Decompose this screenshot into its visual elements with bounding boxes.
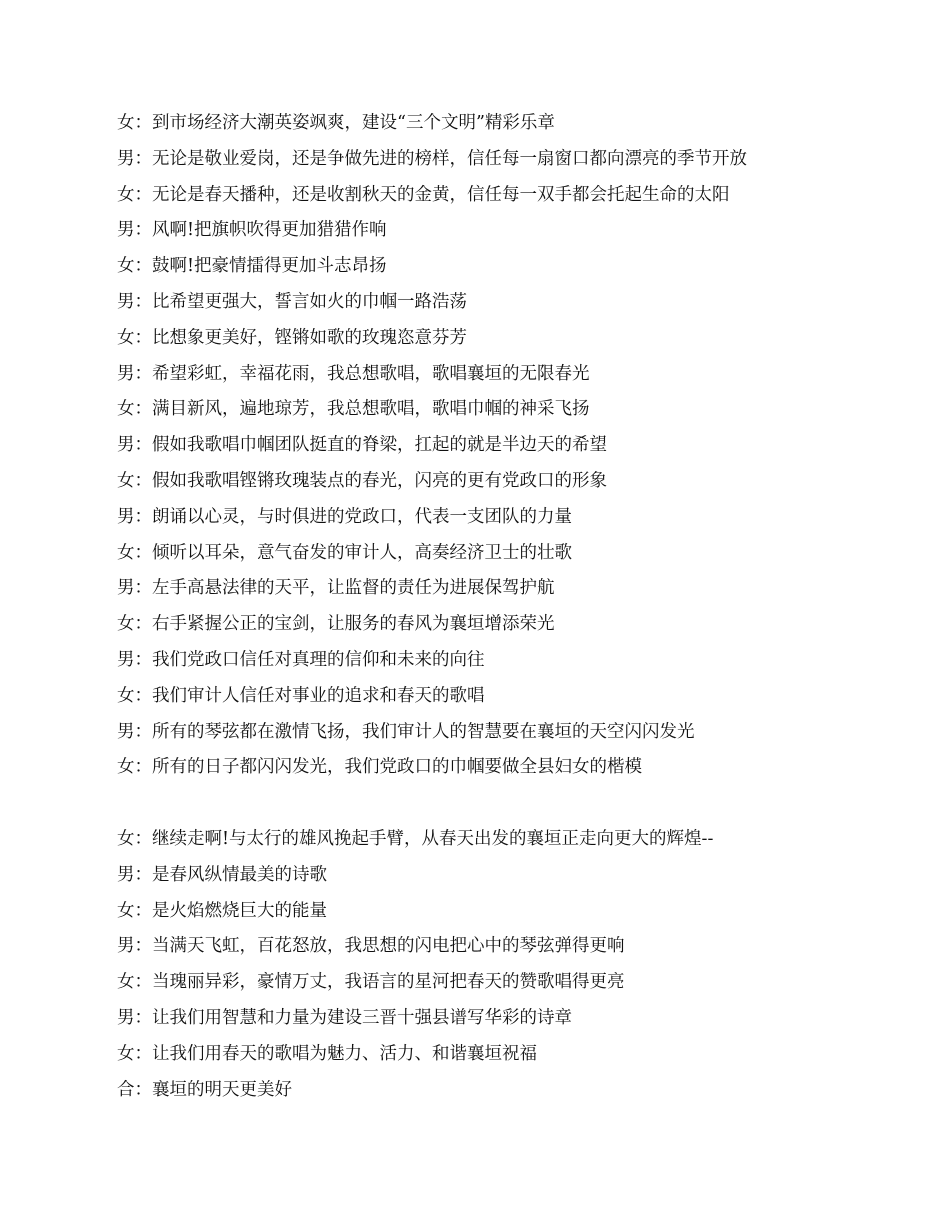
speaker-separator: ： <box>134 113 152 133</box>
line-text: 让我们用智慧和力量为建设三晋十强县谱写华彩的诗章 <box>152 1007 572 1028</box>
line-text: 无论是春天播种，还是收割秋天的金黄，信任每一双手都会托起生命的太阳 <box>152 184 730 205</box>
line-text: 我们审计人信任对事业的追求和春天的歌唱 <box>152 685 485 706</box>
speaker-separator: ： <box>134 900 152 921</box>
speaker-label: 女 <box>117 972 135 993</box>
speaker-separator: ： <box>134 327 152 348</box>
speaker-separator: ： <box>134 757 152 778</box>
speaker-separator: ： <box>134 936 152 957</box>
speaker-label: 男 <box>117 363 135 384</box>
dialogue-line <box>117 965 897 1001</box>
speaker-separator: ： <box>134 1043 152 1064</box>
speaker-separator: ： <box>134 184 152 205</box>
speaker-separator: ： <box>134 220 152 241</box>
speaker-label: 男 <box>117 148 135 169</box>
dialogue-line <box>117 249 897 285</box>
speaker-label: 女 <box>117 184 135 205</box>
line-text: 让我们用春天的歌唱为魅力、活力、和谐襄垣祝福 <box>152 1043 537 1064</box>
line-text: 是火焰燃烧巨大的能量 <box>152 900 327 921</box>
dialogue-line <box>117 822 897 858</box>
line-text: 朗诵以心灵，与时俱进的党政口，代表一支团队的力量 <box>152 506 572 527</box>
speaker-separator: ： <box>134 291 152 312</box>
dialogue-line <box>117 679 897 715</box>
line-text: 鼓啊!把豪情擂得更加斗志昂扬 <box>152 256 387 277</box>
speaker-separator: ： <box>134 363 152 384</box>
speaker-label: 女 <box>117 399 135 420</box>
line-text: 满目新风，遍地琼芳，我总想歌唱，歌唱巾帼的神采飞扬 <box>152 399 590 420</box>
speaker-separator: ： <box>134 614 152 635</box>
speaker-label: 女 <box>117 900 135 921</box>
dialogue-line <box>117 464 897 500</box>
line-text: 右手紧握公正的宝剑，让服务的春风为襄垣增添荣光 <box>152 614 555 635</box>
speaker-label: 女 <box>117 757 135 778</box>
dialogue-section-2 <box>117 822 897 1108</box>
dialogue-line <box>117 178 897 214</box>
line-text: 当满天飞虹，百花怒放，我思想的闪电把心中的琴弦弹得更响 <box>152 936 625 957</box>
speaker-separator: ： <box>134 578 152 599</box>
speaker-separator: ： <box>134 399 152 420</box>
speaker-label: 男 <box>117 1007 135 1028</box>
speaker-separator: ： <box>134 721 152 742</box>
dialogue-line <box>117 428 897 464</box>
line-text: 所有的日子都闪闪发光，我们党政口的巾帼要做全县妇女的楷模 <box>152 757 642 778</box>
speaker-separator: ： <box>134 1007 152 1028</box>
speaker-label: 女 <box>117 113 135 133</box>
line-text: 风啊!把旗帜吹得更加猎猎作响 <box>152 220 387 241</box>
speaker-separator: ： <box>134 829 152 849</box>
speaker-separator: ： <box>134 1079 152 1100</box>
dialogue-line <box>117 321 897 357</box>
speaker-label: 男 <box>117 578 135 599</box>
line-text: 比想象更美好，铿锵如歌的玫瑰恣意芬芳 <box>152 327 467 348</box>
speaker-label: 女 <box>117 327 135 348</box>
dialogue-line <box>117 1037 897 1073</box>
speaker-separator: ： <box>134 148 152 169</box>
speaker-label: 男 <box>117 721 135 742</box>
line-text: 比希望更强大，誓言如火的巾帼一路浩荡 <box>152 291 467 312</box>
dialogue-line <box>117 858 897 894</box>
dialogue-section-1 <box>117 106 897 786</box>
dialogue-line <box>117 750 897 786</box>
speaker-label: 女 <box>117 542 135 563</box>
line-text: 无论是敬业爱岗，还是争做先进的榜样，信任每一扇窗口都向漂亮的季节开放 <box>152 148 747 169</box>
line-text: 继续走啊!与太行的雄风挽起手臂，从春天出发的襄垣正走向更大的辉煌-- <box>152 829 714 849</box>
speaker-separator: ： <box>134 649 152 670</box>
speaker-label: 女 <box>117 256 135 277</box>
dialogue-line <box>117 929 897 965</box>
line-text: 我们党政口信任对真理的信仰和未来的向往 <box>152 649 485 670</box>
line-text: 到市场经济大潮英姿飒爽，建设“三个文明”精彩乐章 <box>152 113 555 133</box>
dialogue-line <box>117 536 897 572</box>
speaker-separator: ： <box>134 972 152 993</box>
speaker-label: 男 <box>117 291 135 312</box>
speaker-label: 女 <box>117 614 135 635</box>
dialogue-line <box>117 500 897 536</box>
speaker-label: 男 <box>117 220 135 241</box>
speaker-label: 女 <box>117 1043 135 1064</box>
dialogue-line <box>117 213 897 249</box>
speaker-label: 男 <box>117 936 135 957</box>
speaker-separator: ： <box>134 435 152 456</box>
dialogue-line <box>117 392 897 428</box>
line-text: 所有的琴弦都在激情飞扬，我们审计人的智慧要在襄垣的天空闪闪发光 <box>152 721 695 742</box>
line-text: 当瑰丽异彩，豪情万丈，我语言的星河把春天的赞歌唱得更亮 <box>152 972 625 993</box>
dialogue-line <box>117 894 897 930</box>
speaker-label: 女 <box>117 829 135 849</box>
line-text: 襄垣的明天更美好 <box>152 1079 292 1100</box>
line-text: 假如我歌唱铿锵玫瑰装点的春光，闪亮的更有党政口的形象 <box>152 470 607 491</box>
speaker-separator: ： <box>134 685 152 706</box>
speaker-label: 女 <box>117 685 135 706</box>
line-text: 假如我歌唱巾帼团队挺直的脊梁，扛起的就是半边天的希望 <box>152 435 607 456</box>
dialogue-line <box>117 1073 897 1109</box>
speaker-separator: ： <box>134 256 152 277</box>
speaker-label: 女 <box>117 470 135 491</box>
dialogue-line <box>117 142 897 178</box>
line-text: 是春风纵情最美的诗歌 <box>152 864 327 885</box>
speaker-label: 男 <box>117 506 135 527</box>
line-text: 倾听以耳朵，意气奋发的审计人，高奏经济卫士的壮歌 <box>152 542 572 563</box>
dialogue-line <box>117 106 897 142</box>
dialogue-line <box>117 1001 897 1037</box>
dialogue-line <box>117 285 897 321</box>
dialogue-line <box>117 715 897 751</box>
line-text: 左手高悬法律的天平，让监督的责任为进展保驾护航 <box>152 578 555 599</box>
dialogue-line <box>117 357 897 393</box>
speaker-label: 男 <box>117 864 135 885</box>
speaker-label: 男 <box>117 649 135 670</box>
speaker-label: 合 <box>117 1079 135 1100</box>
speaker-separator: ： <box>134 864 152 885</box>
line-text: 希望彩虹，幸福花雨，我总想歌唱，歌唱襄垣的无限春光 <box>152 363 590 384</box>
speaker-separator: ： <box>134 506 152 527</box>
speaker-separator: ： <box>134 470 152 491</box>
dialogue-line <box>117 643 897 679</box>
speaker-separator: ： <box>134 542 152 563</box>
speaker-label: 男 <box>117 435 135 456</box>
dialogue-line <box>117 607 897 643</box>
dialogue-line <box>117 571 897 607</box>
